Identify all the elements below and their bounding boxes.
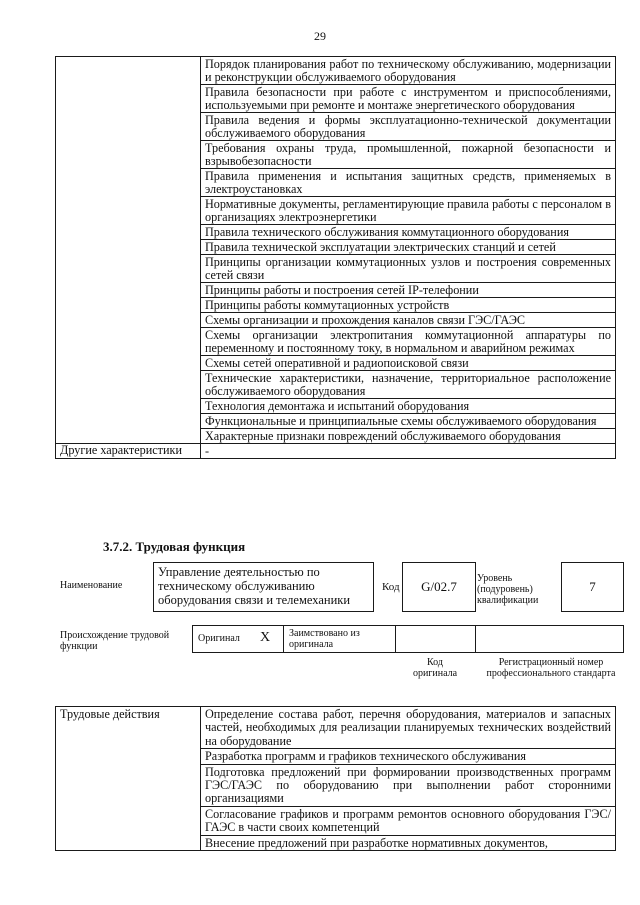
knowledge-label-cell: [56, 57, 201, 444]
borrowed-label: Заимствовано из оригинала: [289, 628, 360, 650]
knowledge-item: Правила применения и испытания защитных средств, применяемых в электроустановках: [201, 169, 616, 197]
knowledge-item: Принципы работы и построения сетей IP-телефонии: [201, 283, 616, 298]
knowledge-item: Схемы сетей оперативной и радиопоисковой связи: [201, 356, 616, 371]
divider: [283, 625, 284, 652]
code-value: G/02.7: [421, 579, 457, 594]
origin-box: [192, 625, 624, 653]
section-heading: 3.7.2. Трудовая функция: [103, 539, 246, 554]
original-label: Оригинал: [198, 633, 240, 644]
name-value: Управление деятельностью по техническому обслуживанию оборудования связи и телемеханики: [158, 565, 351, 607]
level-value-box: [561, 562, 624, 612]
knowledge-item: Функциональные и принципиальные схемы обслуживаемого оборудования: [201, 414, 616, 429]
actions-table: [55, 706, 616, 851]
table-row: [56, 444, 616, 459]
knowledge-item: Принципы работы коммутационных устройств: [201, 298, 616, 313]
divider: [395, 625, 396, 652]
knowledge-item: Правила технической эксплуатации электрических станций и сетей: [201, 240, 616, 255]
knowledge-item: Схемы организации электропитания коммутационной аппаратуры по переменному и постоянному току, в нормальном и аварийном режимах: [201, 328, 616, 356]
knowledge-item: Технология демонтажа и испытаний оборудования: [201, 399, 616, 414]
knowledge-item: Правила безопасности при работе с инструментом и приспособлениями, используемыми при ремонте и монтаже энергетического оборудования: [201, 85, 616, 113]
knowledge-item: Требования охраны труда, промышленной, пожарной безопасности и взрывобезопасности: [201, 141, 616, 169]
knowledge-item: Порядок планирования работ по техническому обслуживанию, модернизации и реконструкции обслуживаемого оборудования: [201, 57, 616, 85]
action-item: Разработка программ и графиков технического обслуживания: [201, 749, 616, 764]
reg-number-label: Регистрационный номер профессионального стандарта: [486, 657, 616, 679]
table-row: [56, 707, 616, 749]
origin-label: Происхождение трудовой функции: [60, 630, 170, 652]
action-item: Внесение предложений при разработке нормативных документов,: [201, 835, 616, 850]
knowledge-item: Технические характеристики, назначение, территориальное расположение обслуживаемого оборудования: [201, 371, 616, 399]
knowledge-item: Нормативные документы, регламентирующие правила работы с персоналом в организациях электроэнергетики: [201, 197, 616, 225]
knowledge-item: Схемы организации и прохождения каналов связи ГЭС/ГАЭС: [201, 313, 616, 328]
level-label: Уровень (подуровень) квалификации: [477, 573, 539, 606]
name-value-box: [153, 562, 374, 612]
action-item: Согласование графиков и программ ремонтов основного оборудования ГЭС/ГАЭС в части своих компетенций: [201, 806, 616, 835]
name-label: Наименование: [60, 580, 123, 591]
action-item: Подготовка предложений при формировании производственных программ ГЭС/ГАЭС по оборудованию при выполнении работ сторонними организациями: [201, 764, 616, 806]
knowledge-item: Характерные признаки повреждений обслуживаемого оборудования: [201, 429, 616, 444]
knowledge-item: Правила технического обслуживания коммутационного оборудования: [201, 225, 616, 240]
table-row: [56, 57, 616, 85]
divider: [475, 625, 476, 652]
action-item: Определение состава работ, перечня оборудования, материалов и запасных частей, необходимых для реализации планируемых технических воздействий на оборудование: [201, 707, 616, 749]
actions-label: Трудовые действия: [56, 707, 201, 851]
knowledge-item: Правила ведения и формы эксплуатационно-технической документации обслуживаемого оборудования: [201, 113, 616, 141]
code-label: Код: [382, 581, 400, 593]
other-value: -: [201, 444, 616, 459]
knowledge-item: Принципы организации коммутационных узлов и построения современных сетей связи: [201, 255, 616, 283]
page-number: 29: [314, 29, 326, 43]
code-original-label: Код оригинала: [412, 657, 458, 679]
original-mark: X: [260, 630, 271, 645]
level-value: 7: [589, 579, 596, 594]
other-label: Другие характеристики: [56, 444, 201, 459]
knowledge-table: [55, 56, 616, 459]
code-value-box: [402, 562, 476, 612]
